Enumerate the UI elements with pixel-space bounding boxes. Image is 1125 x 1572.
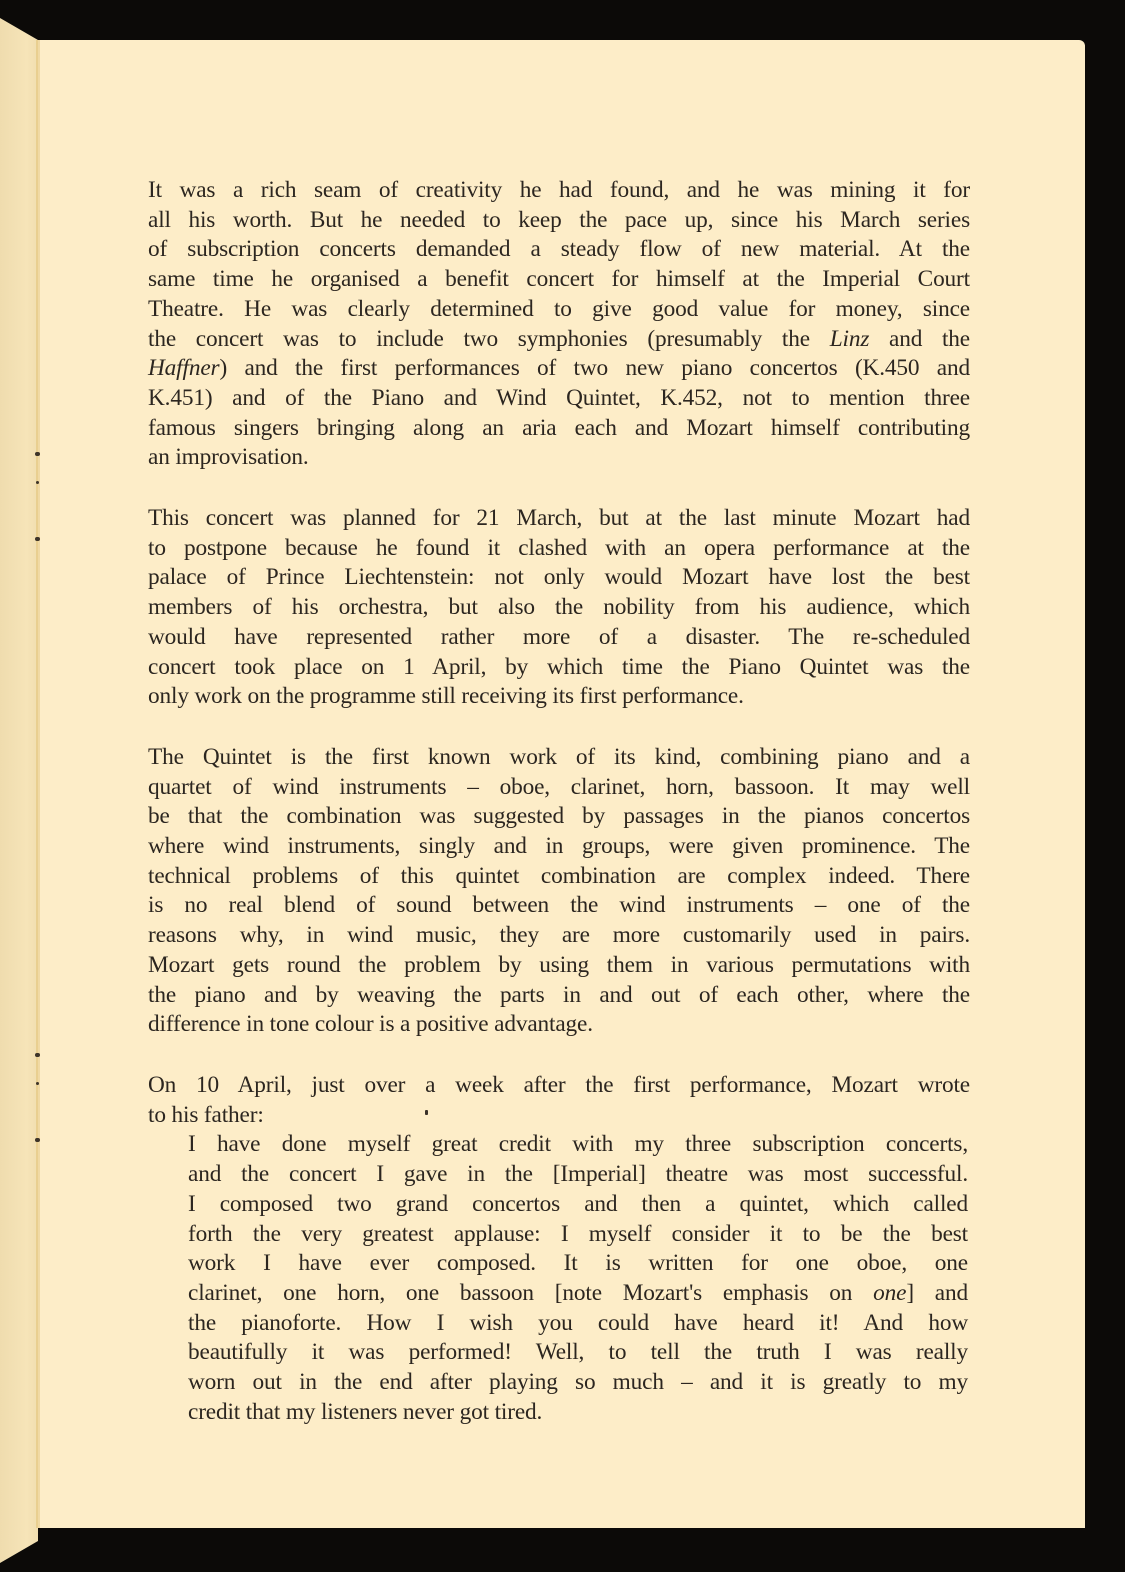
text-line: It was a rich seam of creativity he had found, and he was mining it for: [148, 177, 970, 203]
text-line: credit that my listeners never got tired.: [188, 1398, 543, 1425]
text-line: reasons why, in wind music, they are more customarily used in pairs.: [148, 922, 970, 949]
text-line: technical problems of this quintet combination are complex indeed. There: [148, 862, 970, 889]
text-line: famous singers bringing along an aria each and Mozart himself contributing: [148, 414, 970, 441]
paragraph-quintet-description: [148, 743, 970, 1040]
text-line: only work on the programme still receiving its first performance.: [148, 683, 744, 710]
text-line: On 10 April, just over a week after the first performance, Mozart wrote: [148, 1071, 970, 1098]
binding-stitch: [35, 537, 40, 541]
page-body-text: [148, 176, 970, 1427]
text-line: quartet of wind instruments – oboe, clarinet, horn, bassoon. It may well: [148, 773, 970, 800]
binding-stitch: [35, 1053, 40, 1057]
italic-title: Linz: [829, 325, 870, 352]
text-line: to postpone because he found it clashed with an opera performance at the: [148, 534, 970, 561]
text-line: The Quintet is the first known work of its kind, combining piano and a: [148, 743, 970, 770]
text-line: members of his orchestra, but also the nobility from his audience, which: [148, 594, 970, 621]
text-line: palace of Prince Liechtenstein: not only would Mozart have lost the best: [148, 564, 970, 591]
text-line: be that the combination was suggested by passages in the pianos concertos: [148, 803, 970, 830]
text-line: the piano and by weaving the parts in and out of each other, where the: [148, 981, 970, 1008]
text-line: clarinet, one horn, one bassoon [note Mozart's emphasis on one] and: [188, 1279, 968, 1306]
text-line: forth the very greatest applause: I myself consider it to be the best: [188, 1220, 968, 1247]
text-line: I have done myself great credit with my three subscription concerts,: [188, 1131, 968, 1158]
text-line: Mozart gets round the problem by using them in various permutations with: [148, 951, 970, 978]
text-line: concert took place on 1 April, by which time the Piano Quintet was the: [148, 653, 970, 680]
italic-title: Haffner: [148, 355, 220, 382]
binding-gutter: [36, 40, 38, 1528]
text-line: K.451) and of the Piano and Wind Quintet, K.452, not to mention three: [148, 384, 970, 411]
binding-stitch: [36, 481, 39, 484]
text-line: to his father:: [148, 1101, 264, 1128]
text-line: difference in tone colour is a positive advantage.: [148, 1011, 593, 1038]
text-line: the pianoforte. How I wish you could have heard it! And how: [188, 1309, 968, 1336]
binding-stitch: [36, 1082, 39, 1085]
text-line: Haffner) and the first performances of two new piano concertos (K.450 and: [148, 355, 970, 382]
text-line: I composed two grand concertos and then a quintet, which called: [188, 1190, 968, 1217]
text-line: This concert was planned for 21 March, but at the last minute Mozart had: [148, 505, 970, 532]
text-line: all his worth. But he needed to keep the pace up, since his March series: [148, 206, 970, 233]
text-line: work I have ever composed. It is written for one oboe, one: [188, 1250, 968, 1277]
text-line: where wind instruments, singly and in groups, were given prominence. The: [148, 833, 970, 860]
text-line: the concert was to include two symphonies (presumably the Linz and the: [148, 325, 970, 352]
text-line: an improvisation.: [148, 444, 309, 471]
text-line: Theatre. He was clearly determined to give good value for money, since: [148, 295, 970, 322]
paragraph-postponement: [148, 504, 970, 712]
block-quote-mozart-letter: [188, 1130, 968, 1427]
text-line: same time he organised a benefit concert for himself at the Imperial Court: [148, 266, 970, 293]
text-line: worn out in the end after playing so much – and it is greatly to my: [188, 1369, 968, 1396]
binding-stitch: [35, 1138, 40, 1142]
italic-title: one: [873, 1279, 907, 1306]
text-line: and the concert I gave in the [Imperial] theatre was most successful.: [188, 1161, 968, 1188]
paragraph-letter-intro: [148, 1071, 970, 1130]
text-line: would have represented rather more of a disaster. The re-scheduled: [148, 623, 970, 650]
text-line: beautifully it was performed! Well, to tell the truth I was really: [188, 1339, 968, 1366]
left-page-edge: [0, 18, 38, 1563]
text-line: is no real blend of sound between the wind instruments – one of the: [148, 892, 970, 919]
paragraph-benefit-concert: [148, 176, 970, 473]
text-line: of subscription concerts demanded a steady flow of new material. At the: [148, 236, 970, 263]
binding-stitch: [35, 452, 40, 456]
